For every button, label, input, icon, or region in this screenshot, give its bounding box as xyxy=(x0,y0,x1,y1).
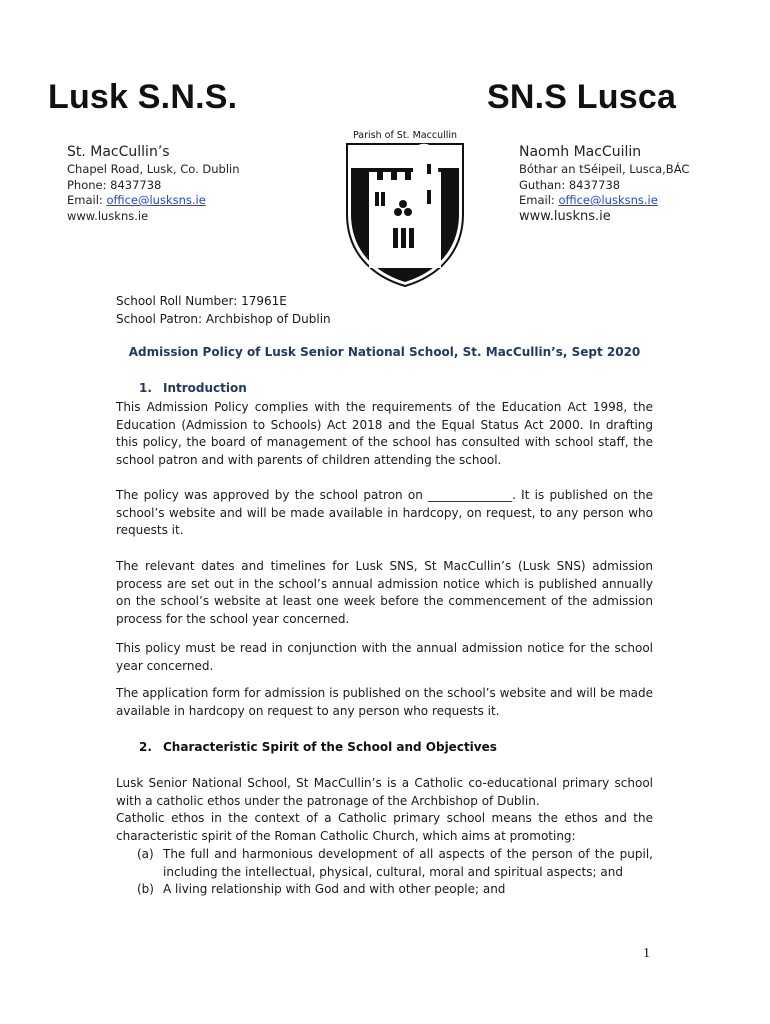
school-patron: School Patron: Archbishop of Dublin xyxy=(116,312,331,326)
section-heading-characteristic-spirit xyxy=(139,740,497,754)
ethos-list xyxy=(116,846,653,899)
contact-phone: Phone: 8437738 xyxy=(67,177,162,192)
list-marker: (a) xyxy=(137,847,154,861)
contact-block-english xyxy=(67,143,240,224)
contact-website: www.luskns.ie xyxy=(67,208,149,223)
contact-block-irish xyxy=(519,143,689,224)
intro-paragraph-4: This policy must be read in conjunction with the annual admission notice for the school year concerned. xyxy=(116,641,653,673)
contact-name: St. MacCullin’s xyxy=(67,144,170,160)
list-item-text: A living relationship with God and with other people; and xyxy=(163,882,506,897)
school-meta xyxy=(116,292,653,328)
school-name-irish: SN.S Lusca xyxy=(487,78,677,116)
section-heading-introduction xyxy=(139,381,247,395)
list-marker: (b) xyxy=(137,882,154,897)
parish-crest-logo xyxy=(341,128,469,290)
section-title: Characteristic Spirit of the School and Objectives xyxy=(163,740,497,754)
intro-paragraph-1: This Admission Policy complies with the requirements of the Education Act 1998, the Education (Admission to Schools) Act 2018 and the Equal Status Act 2000. In drafting this policy, the board of management of the school has consulted with school staff, the school patron and with parents of children attending the school. xyxy=(116,400,653,467)
list-item xyxy=(116,846,653,881)
contact-address: Bóthar an tSéipeil, Lusca,BÁC xyxy=(519,162,690,176)
email-link[interactable]: office@lusksns.ie xyxy=(106,193,206,207)
contact-email-row xyxy=(67,193,240,209)
section-title: Introduction xyxy=(163,381,247,395)
contact-name: Naomh MacCuilin xyxy=(519,144,642,160)
document-title: Admission Policy of Lusk Senior National School, St. MacCullin’s, Sept 2020 xyxy=(128,345,641,359)
spirit-paragraph-1: Lusk Senior National School, St MacCullin’s is a Catholic co-educational primary school with a catholic ethos under the patronage of the Archbishop of Dublin. xyxy=(116,776,653,808)
intro-paragraph-2: The policy was approved by the school patron on ______________. It is published on the school’s website and will be made available in hardcopy, on request, to any person who requests it. xyxy=(116,488,653,538)
school-name-english: Lusk S.N.S. xyxy=(48,78,238,116)
contact-website: www.luskns.ie xyxy=(519,208,611,224)
section-number: 2. xyxy=(139,740,152,754)
email-label: Email: xyxy=(519,193,559,207)
section-number: 1. xyxy=(139,381,152,395)
list-item-text: The full and harmonious development of all aspects of the person of the pupil, including the intellectual, physical, cultural, moral and spiritual aspects; and xyxy=(163,847,653,879)
spirit-paragraph-2: Catholic ethos in the context of a Catholic primary school means the ethos and the characteristic spirit of the Roman Catholic Church, which aims at promoting: xyxy=(116,811,653,843)
roll-number: School Roll Number: 17961E xyxy=(116,294,287,308)
crest-caption: Parish of St. Maccullin xyxy=(352,130,458,141)
contact-address: Chapel Road, Lusk, Co. Dublin xyxy=(67,162,240,176)
contact-phone: Guthan: 8437738 xyxy=(519,177,621,192)
email-label: Email: xyxy=(67,193,107,207)
email-link[interactable]: office@lusksns.ie xyxy=(558,193,658,207)
contact-email-row xyxy=(519,193,689,209)
page-number: 1 xyxy=(643,946,650,961)
intro-paragraph-5: The application form for admission is published on the school’s website and will be made available in hardcopy on request to any person who requests it. xyxy=(116,686,653,718)
list-item xyxy=(116,881,653,899)
intro-paragraph-3: The relevant dates and timelines for Lusk SNS, St MacCullin’s (Lusk SNS) admission process are set out in the school’s annual admission notice which is published annually on the school’s website at least one week before the commencement of the admission process for the school year concerned. xyxy=(116,559,653,626)
